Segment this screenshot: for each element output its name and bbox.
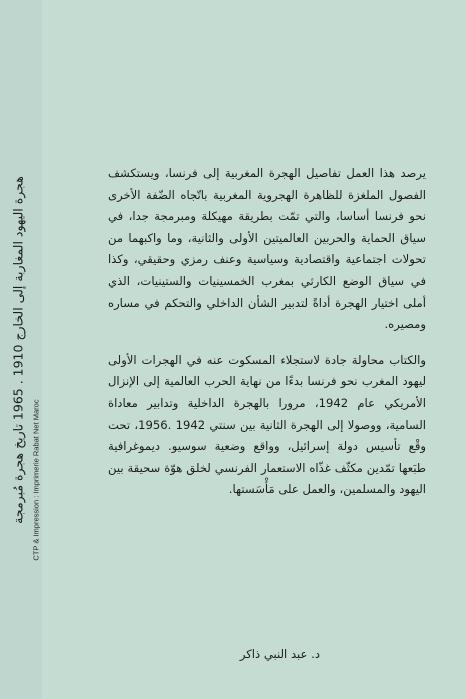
book-spine	[0, 0, 42, 699]
paragraph-2: والكتاب محاولة جادة لاستجلاء المسكوت عنه في الهجرات الأولى ليهود المغرب نحو فرنسا بدءًا من نهاية الحرب العالمية إلى الإنزال الأمريكي عام 1942، مرورا بالهجرة الداخلية وتدابير معاداة السامية، ووصولا إلى الهجرة الثانية بين سنتي 1942 .1956، تحت وقْع تأسيس دولة إسرائيل، وواقع وضعية سوسيو. ديموغرافية طبَعها تمّدين مكثّف غذّاه الاستعمار الفرنسي لخلق هوّة سحيقة بين اليهود والمسلمين، والعمل على مَأْسَستها.	[108, 352, 426, 497]
paragraph-1: يرصد هذا العمل تفاصيل الهجرة المغربية إلى فرنسا، ويستكشف الفصول الملغزة للظاهرة الهجروية المغربية باتّجاه الضّفة الأخرى نحو فرنسا أساسا، والتي تمّت بطريقة مهيكلة ومبرمجة جدا، في سياق الحماية والحربين العالميتين الأولى والثانية، وما واكبهما من تحولات اجتماعية واقتصادية وسياسية وعنف رمزي وحقيقي، وكذا في سياق الوضع الكارثي بمغرب الخمسينيات والستينيات، الذي أملى اختيار الهجرة أداةً لتدبير الشأن الداخلي والتحكم في مساره ومصيره.	[108, 166, 426, 332]
back-cover-text	[108, 163, 426, 501]
spine-imprint: CTP & Impression : Imprimerie Rabat Net Maroc	[31, 399, 41, 561]
author-signature: د. عبد النبي ذاكر	[239, 647, 320, 661]
spine-title: هجرة اليهود المغاربة إلى الخارج 1910 . 1965 تاريخ هجرة مُبرمجة	[10, 176, 26, 524]
